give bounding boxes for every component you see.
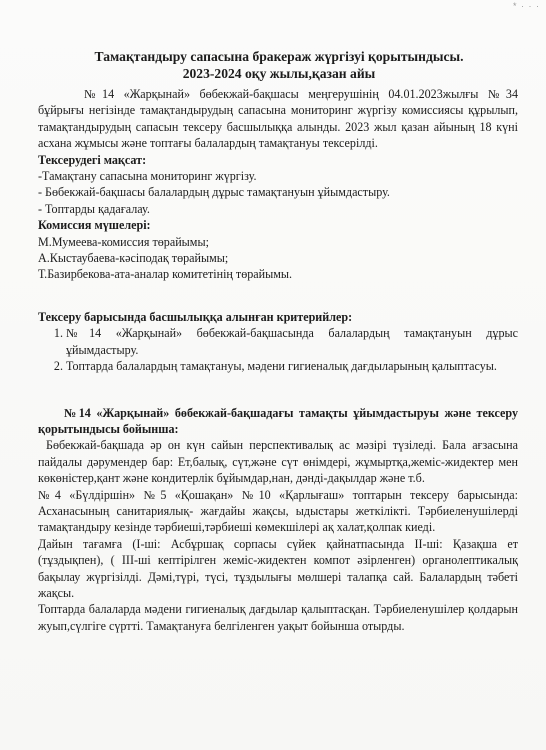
intro-paragraph: №14 «Жарқынай» бөбекжай-бақшасы меңгерушінің 04.01.2023жылғы №34 бұйрығы негізінде тамақтандырудың сапасына мониторинг жүргізу комиссиясы құрылып, тамақтандырудың сапасын тексеру басшылыққа алынды. 2023 жыл қазан айының 18 күні асхана жұмысы және топтағы балалардың тамақтануы тексерілді. xyxy=(38,87,518,151)
member-item: М.Мумеева-комиссия төрайымы; xyxy=(38,234,209,249)
criteria-item: 1. №14 «Жарқынай» бөбекжай-бақшасында балалардың тамақтануын дұрыс ұйымдастыру. xyxy=(66,325,518,358)
member-item: А.Кыстаубаева-кәсіподақ төрайымы; xyxy=(38,251,229,266)
document-subtitle: 2023-2024 оқу жылы,қазан айы xyxy=(182,66,376,81)
food-control-paragraph: Дайын тағамға (І-ші: Асбұршақ сорпасы сүйек қайнатпасында ІІ-ші: Қазақша ет (тұздықпен), ( ІІІ-ші кептірілген жеміс-жидектен компот әзірленген) органолептикалық бақылау жүргізілді. Дәмі,түрі, түсі, тұздылығы мөлшері талапқа сай. Балалардың тәбеті жақсы. xyxy=(38,536,518,600)
document-body xyxy=(38,48,518,634)
goal-item: -Тамақтану сапасына мониторинг жүргізу. xyxy=(38,169,257,184)
hygiene-paragraph: Топтарда балаларда мәдени гигиеналық дағдылар қалыптасқан. Тәрбиеленушілер қолдарын жуып,сүлгіге сүртті. Тамақтануға белгіленген уақыт бойынша отырды. xyxy=(38,602,518,633)
section-heading: №14 «Жарқынай» бөбекжай-бақшадағы тамақты ұйымдастыруы және тексеру қорытындысы бойынша: xyxy=(38,405,518,436)
criteria-list xyxy=(38,325,518,374)
title-block xyxy=(40,48,518,82)
members-heading: Комиссия мүшелері: xyxy=(38,218,151,233)
corner-mark: * · · · xyxy=(513,1,540,11)
goal-item: - Топтарды қадағалау. xyxy=(38,201,150,216)
criteria-item: 2. Топтарда балалардың тамақтануы, мәдени гигиеналық дағдыларының қалыптасуы. xyxy=(66,358,518,374)
criteria-heading: Тексеру барысында басшылыққа алынған критерийлер: xyxy=(38,309,353,324)
groups-paragraph: №4 «Бүлдіршін» №5 «Қошақан» №10 «Қарлығаш» топтарын тексеру барысында: Асханасының санитариялық- жағдайы жақсы, ыдыстары жеткілікті. Тәрбиеленушілерді тамақтандыру кезінде тәрбиеші,тәрбиеші көмекшілері ақ халат,қолпак киеді. xyxy=(38,487,518,535)
menu-paragraph: Бөбекжай-бақшада әр он күн сайын перспективалық ас мәзірі түзіледі. Бала ағзасына пайдалы дәрумендер бар: Ет,балық, сүт,және сүт өнімдері, жұмыртқа,жеміс-жидектер мен көкөністер,қант және кондитерлік бұйымдар,нан, дәнді-дақылдар және т.б. xyxy=(38,438,518,486)
document-title: Тамақтандыру сапасына бракераж жүргізуі қорытындысы. xyxy=(94,49,464,64)
member-item: Т.Базирбекова-ата-аналар комитетінің төрайымы. xyxy=(38,267,293,282)
goal-item: - Бөбекжай-бақшасы балалардың дұрыс тамақтануын ұйымдастыру. xyxy=(38,185,390,200)
goal-heading: Тексерудегі мақсат: xyxy=(38,152,147,167)
